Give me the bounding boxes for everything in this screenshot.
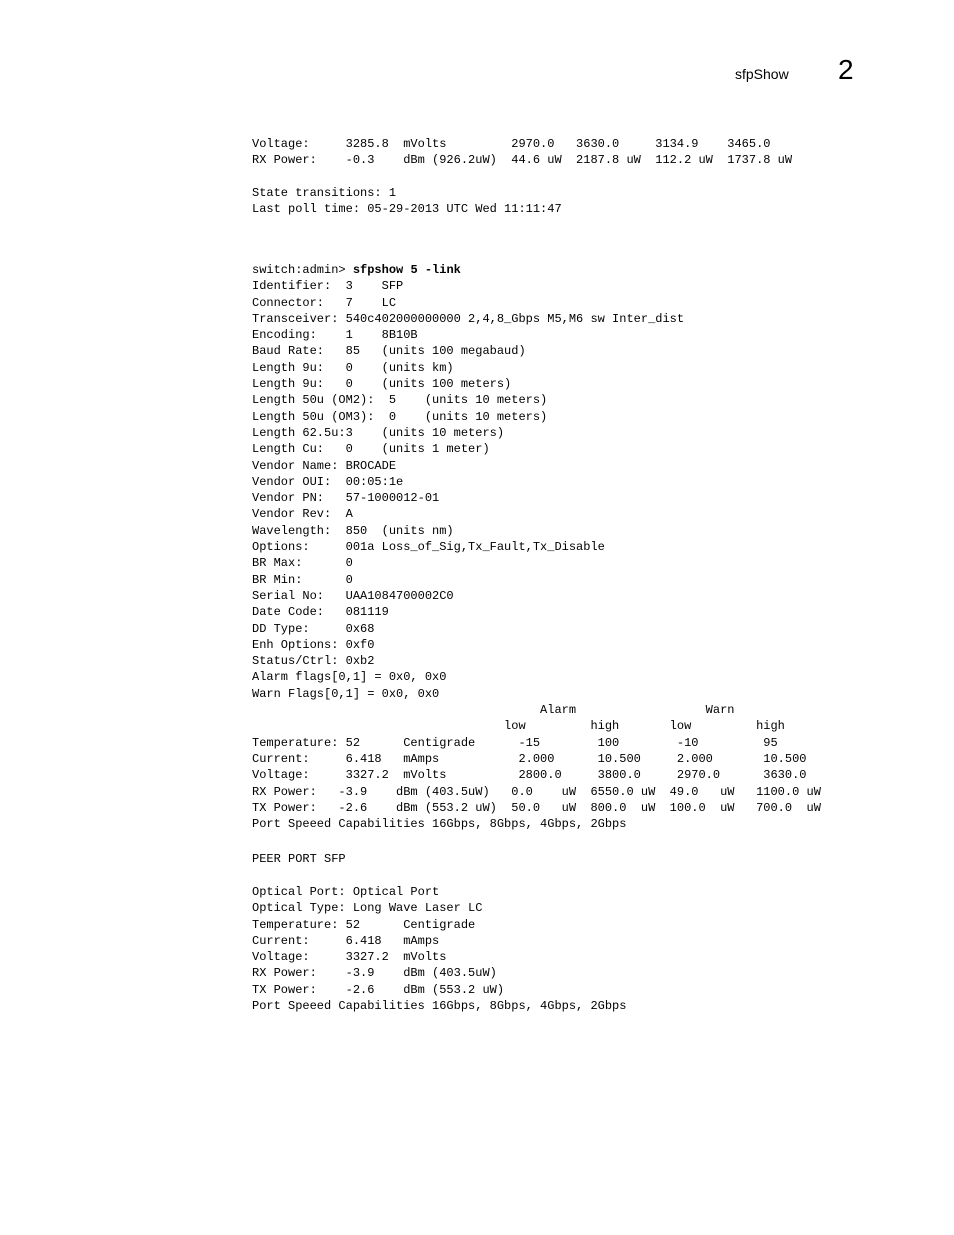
code-line: Last poll time: 05-29-2013 UTC Wed 11:11:47: [252, 202, 562, 217]
code-line: Transceiver: 540c402000000000 2,4,8_Gbps M5,M6 sw Inter_dist: [252, 311, 685, 326]
code-line: Port Speeed Capabilities 16Gbps, 8Gbps, 4Gbps, 2Gbps: [252, 817, 627, 832]
code-line: Status/Ctrl: 0xb2: [252, 654, 375, 669]
code-line: Voltage: 3285.8 mVolts 2970.0 3630.0 3134.9 3465.0: [252, 137, 771, 151]
command-prompt: switch:admin>: [252, 263, 353, 277]
code-line: Length 50u (OM2): 5 (units 10 meters): [252, 393, 548, 408]
command-text: sfpshow 5 -link: [352, 263, 461, 277]
code-line: Vendor OUI: 00:05:1e: [252, 474, 404, 489]
code-line: Vendor PN: 57-1000012-01: [252, 491, 440, 506]
peer-port-heading: [252, 851, 346, 867]
chapter-number: 2: [838, 54, 854, 85]
code-line: Baud Rate: 85 (units 100 megabaud): [252, 344, 526, 359]
code-line: Vendor Name: BROCADE: [252, 458, 397, 473]
code-line: TX Power: -2.6 dBm (553.2 uW): [252, 982, 505, 997]
code-line: Current: 6.418 mAmps 2.000 10.500 2.000 10.500: [252, 751, 807, 766]
code-line: Temperature: 52 Centigrade: [252, 917, 476, 932]
code-line: Length Cu: 0 (units 1 meter): [252, 442, 490, 457]
page-header-title: sfpShow: [735, 66, 789, 82]
code-line: Enh Options: 0xf0: [252, 637, 375, 652]
code-line: BR Min: 0: [252, 572, 353, 587]
code-line: Encoding: 1 8B10B: [252, 328, 418, 343]
code-line: Length 50u (OM3): 0 (units 10 meters): [252, 409, 548, 424]
code-line: TX Power: -2.6 dBm (553.2 uW) 50.0 uW 800.0 uW 100.0 uW 700.0 uW: [252, 800, 821, 815]
code-line: Alarm Warn: [252, 703, 735, 718]
code-line: DD Type: 0x68: [252, 621, 375, 636]
code-line: RX Power: -0.3 dBm (926.2uW) 44.6 uW 2187.8 uW 112.2 uW 1737.8 uW: [252, 153, 793, 168]
code-line: Length 9u: 0 (units km): [252, 360, 454, 375]
code-line: Identifier: 3 SFP: [252, 279, 404, 294]
code-line: Temperature: 52 Centigrade -15 100 -10 95: [252, 735, 778, 750]
code-line: Options: 001a Loss_of_Sig,Tx_Fault,Tx_Disable: [252, 540, 605, 555]
code-line: RX Power: -3.9 dBm (403.5uW): [252, 966, 497, 981]
peer-port-output: [252, 884, 626, 1014]
code-line: Voltage: 3327.2 mVolts 2800.0 3800.0 2970.0 3630.0: [252, 768, 807, 783]
code-line: Current: 6.418 mAmps: [252, 933, 440, 948]
code-line: Connector: 7 LC: [252, 295, 397, 310]
code-line: Alarm flags[0,1] = 0x0, 0x0: [252, 670, 447, 685]
code-line: PEER PORT SFP: [252, 852, 346, 866]
code-line: Optical Port: Optical Port: [252, 885, 440, 899]
code-line: Voltage: 3327.2 mVolts: [252, 950, 447, 965]
code-line: Serial No: UAA1084700002C0: [252, 588, 454, 603]
sfpshow-link-output: [252, 262, 821, 832]
code-line: Wavelength: 850 (units nm): [252, 523, 454, 538]
code-line: Port Speeed Capabilities 16Gbps, 8Gbps, 4Gbps, 2Gbps: [252, 999, 627, 1014]
code-line: Date Code: 081119: [252, 605, 389, 620]
state-info: [252, 185, 562, 218]
code-line: BR Max: 0: [252, 556, 353, 571]
code-line: RX Power: -3.9 dBm (403.5uW) 0.0 uW 6550.0 uW 49.0 uW 1100.0 uW: [252, 784, 821, 799]
code-line: Warn Flags[0,1] = 0x0, 0x0: [252, 686, 440, 701]
sfp-continued-table: [252, 136, 792, 169]
code-line: Vendor Rev: A: [252, 507, 353, 522]
code-line: State transitions: 1: [252, 186, 397, 200]
code-line: low high low high: [252, 719, 785, 734]
code-line: Length 62.5u:3 (units 10 meters): [252, 425, 505, 440]
code-line: Length 9u: 0 (units 100 meters): [252, 377, 512, 392]
code-line: Optical Type: Long Wave Laser LC: [252, 901, 483, 916]
